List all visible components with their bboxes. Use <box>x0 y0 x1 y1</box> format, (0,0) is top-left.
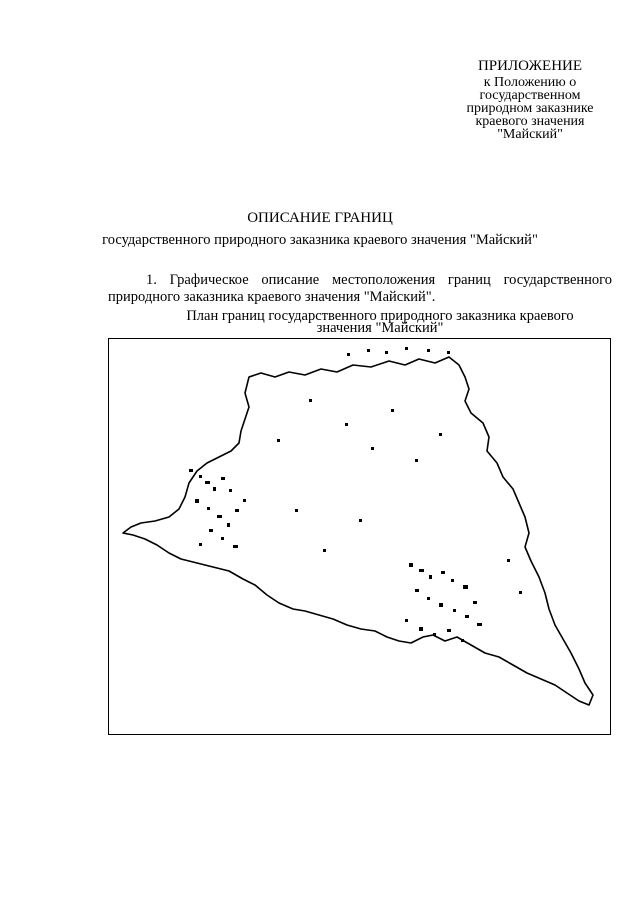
appendix-line: "Майский" <box>497 127 563 142</box>
appendix-block <box>440 58 620 141</box>
section-title: ОПИСАНИЕ ГРАНИЦ <box>247 210 393 226</box>
vegetation-speckle-layer <box>189 347 522 642</box>
plan-caption-line: План границ государственного природного заказника краевого <box>186 308 574 324</box>
appendix-line: природном заказнике <box>466 101 594 116</box>
boundary-map <box>108 338 611 735</box>
paragraph-graphic-description: 1. Графическое описание местоположения границ государственного природного заказника краевого значения "Майский". <box>108 272 612 305</box>
appendix-line: к Положению о <box>483 75 577 90</box>
appendix-line: краевого значения <box>475 114 585 129</box>
appendix-line: государственном <box>479 88 581 103</box>
appendix-heading: ПРИЛОЖЕНИЕ <box>477 58 583 74</box>
plan-caption-line: значения "Майский" <box>316 320 444 336</box>
section-subtitle: государственного природного заказника краевого значения "Майский" <box>102 232 538 248</box>
reserve-boundary-line <box>123 357 593 705</box>
plan-caption <box>150 310 610 334</box>
boundary-map-drawing <box>109 339 611 735</box>
